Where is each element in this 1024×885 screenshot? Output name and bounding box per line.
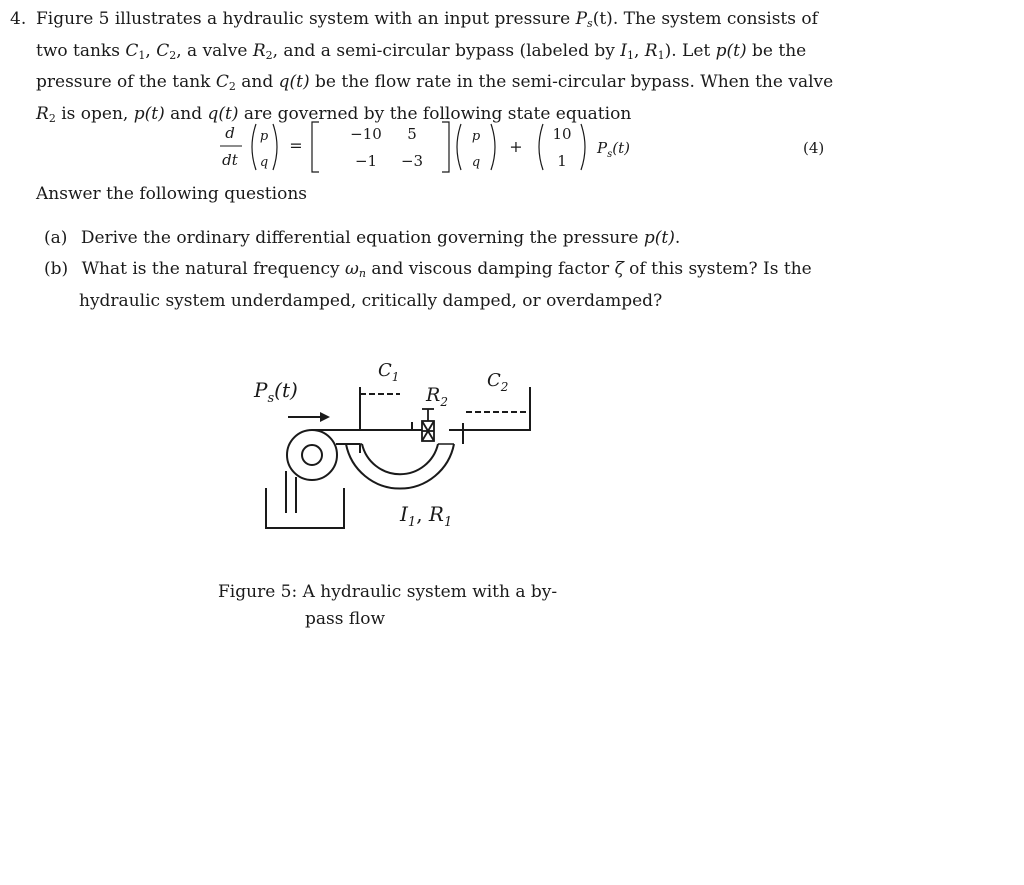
statement-line-4: $R_2$ is open, p(t) and q(t) are governed by the following state equation — [36, 103, 632, 125]
eq-state-q: q — [259, 155, 269, 170]
caption-line-2: pass flow — [305, 609, 385, 629]
question-a: (a) Derive the ordinary differential equation governing the pressure p(t). — [44, 228, 681, 248]
tank-c2 — [463, 387, 530, 444]
label-ps: $P_s(t)$ — [254, 378, 298, 406]
eq-state-p-2: p — [471, 129, 481, 144]
label-c1: $C_1$ — [378, 360, 400, 384]
problem-statement — [36, 6, 836, 132]
eq-state-q-2: q — [471, 155, 481, 170]
question-b-label: (b) — [44, 259, 69, 279]
eq-input: $P_s(t)$ — [597, 139, 630, 160]
figure-caption — [218, 579, 557, 633]
sump-tank — [266, 488, 344, 528]
question-b: (b) What is the natural frequency $\omega_n$ and viscous damping factor ζ of this system? Is the hydraulic system underdamped, critically damped, or overdamped? — [44, 256, 812, 314]
matrix-a22: −3 — [400, 152, 424, 170]
eq-plus: + — [509, 137, 523, 156]
pump-casing — [287, 430, 337, 480]
input-arrow-icon — [288, 412, 330, 422]
equation-number: (4) — [803, 139, 825, 157]
matrix-a11: −10 — [350, 125, 382, 143]
label-c2: $C_2$ — [487, 370, 509, 394]
question-b-line-2: hydraulic system underdamped, critically damped, or overdamped? — [79, 290, 663, 311]
valve-r2-icon — [422, 409, 434, 441]
hydraulic-figure — [240, 355, 550, 545]
matrix-a21: −1 — [354, 152, 378, 170]
suction-pipe — [286, 471, 296, 513]
statement-line-3: pressure of the tank $C_2$ and q(t) be the flow rate in the semi-circular bypass. When the valve — [36, 72, 834, 93]
caption-line-1: Figure 5: A hydraulic system with a by- — [218, 582, 558, 602]
problem-number: 4. — [10, 9, 27, 29]
matrix-a12: 5 — [407, 125, 417, 143]
label-r2: $R_2$ — [426, 384, 448, 409]
statement-line-2: two tanks $C_1$, $C_2$, a valve $R_2$, and a semi-circular bypass (labeled by $I_1$, $R_1$). Let p(t) be the — [36, 40, 807, 62]
answer-prompt: Answer the following questions — [36, 184, 307, 204]
eq-dt: dt — [222, 151, 238, 169]
label-i1-r1: $I_1$, $R_1$ — [400, 502, 453, 530]
bypass-inner — [362, 444, 438, 474]
eq-equals: = — [289, 136, 303, 155]
question-a-label: (a) — [44, 228, 68, 248]
statement-line-1: Figure 5 illustrates a hydraulic system with an input pressure $P_s(t)$. The system consists of — [36, 9, 818, 30]
input-b2: 1 — [557, 152, 567, 170]
bypass-outer — [346, 444, 454, 489]
input-b1: 10 — [552, 125, 572, 143]
eq-d: d — [225, 124, 235, 142]
eq-state-p: p — [259, 129, 269, 144]
pump-impeller — [302, 445, 322, 465]
state-equation — [200, 118, 840, 182]
